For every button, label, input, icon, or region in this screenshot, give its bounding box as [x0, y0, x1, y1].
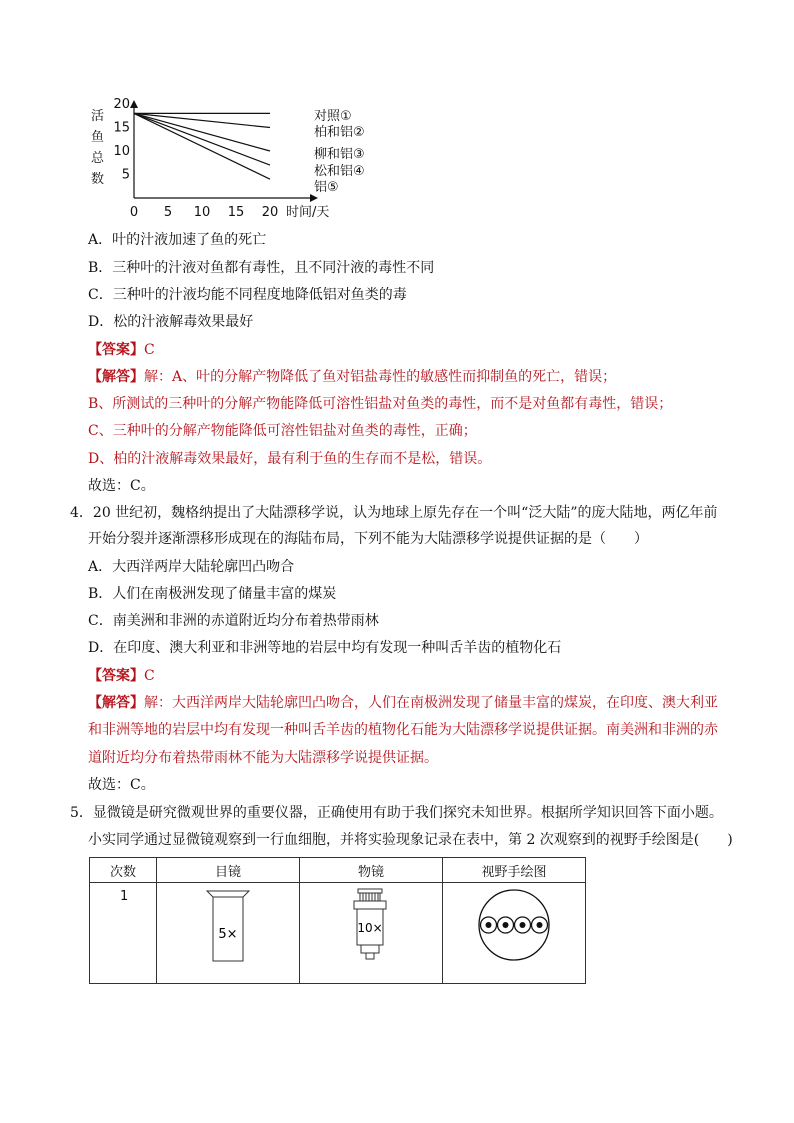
objective-lens-icon	[300, 883, 442, 977]
field-of-view-drawing	[443, 883, 585, 977]
y-axis-label	[91, 109, 105, 187]
q4-answer	[88, 666, 155, 686]
y-axis-arrow	[130, 100, 138, 108]
blood-cell-nucleus	[503, 922, 509, 928]
q4-option-c: C．南美洲和非洲的赤道附近均分布着热带雨林	[88, 613, 379, 629]
cell-count: 1	[90, 883, 157, 984]
y-axis-label-char: 鱼	[91, 130, 105, 145]
x-tick-label: 0	[129, 205, 139, 220]
q3-analysis-line-3: C、三种叶的分解产物能降低可溶性铝盐对鱼类的毒性，正确；	[88, 423, 477, 439]
y-tick-label: 10	[113, 144, 130, 159]
analysis-label: 【解答】	[88, 369, 144, 385]
observation-table	[89, 857, 586, 984]
series-line	[134, 113, 270, 127]
table-row	[90, 883, 586, 984]
series-line	[134, 113, 270, 179]
x-axis-label: 时间/天	[286, 205, 330, 220]
series-label: 铝⑤	[314, 180, 339, 195]
q3-option-c: C．三种叶的汁液均能不同程度地降低铝对鱼类的毒	[88, 287, 407, 303]
header-field-drawing: 视野手绘图	[443, 858, 586, 883]
series-label: 松和铝④	[314, 164, 365, 179]
eyepiece-magnification: 5×	[218, 927, 238, 942]
blood-cell-nucleus	[486, 922, 492, 928]
series-line	[134, 113, 270, 151]
answer-value: C	[144, 668, 155, 684]
x-axis-arrow	[310, 194, 318, 202]
header-objective: 物镜	[300, 858, 443, 883]
series-label: 柳和铝③	[314, 147, 365, 162]
cell-field-drawing	[443, 883, 586, 984]
eyepiece-icon	[157, 883, 299, 977]
fish-survival-chart	[88, 98, 368, 224]
q4-stem-line-1: 4．20 世纪初，魏格纳提出了大陆漂移学说，认为地球上原先存在一个叫“泛大陆”的庞大陆地，两亿年前	[70, 505, 718, 521]
q3-option-d: D．松的汁液解毒效果最好	[88, 314, 254, 330]
blood-cell-nucleus	[520, 922, 526, 928]
q3-analysis	[88, 367, 616, 387]
y-axis-label-char: 活	[91, 109, 105, 124]
objective-magnification: 10×	[357, 921, 383, 935]
analysis-label: 【解答】	[88, 695, 144, 711]
q3-analysis-line-4: D、柏的汁液解毒效果最好，最有利于鱼的生存而不是松，错误。	[88, 451, 492, 467]
q4-option-d: D．在印度、澳大利亚和非洲等地的岩层中均有发现一种叫舌羊齿的植物化石	[88, 640, 562, 656]
q3-conclusion: 故选：C。	[88, 478, 155, 494]
q5-stem-line-2: 小实同学通过显微镜观察到一行血细胞，并将实验现象记录在表中，第 2 次观察到的视野手绘图是( )	[88, 832, 733, 848]
header-count: 次数	[90, 858, 157, 883]
answer-label: 【答案】	[88, 342, 144, 358]
series-label: 对照①	[314, 109, 352, 124]
y-tick-label: 20	[113, 98, 130, 112]
q3-answer	[88, 340, 155, 360]
y-axis-label-char: 数	[91, 172, 105, 187]
series-label: 柏和铝②	[314, 125, 365, 140]
q4-option-b: B．人们在南极洲发现了储量丰富的煤炭	[88, 586, 337, 602]
q3-analysis-line-2: B、所测试的三种叶的分解产物能降低可溶性铝盐对鱼类的毒性，而不是对鱼都有毒性，错误；	[88, 396, 673, 412]
y-tick-label: 15	[113, 120, 130, 136]
header-eyepiece: 目镜	[157, 858, 300, 883]
x-tick-label: 20	[261, 205, 279, 220]
table-header-row	[90, 858, 586, 883]
y-axis-label-char: 总	[91, 151, 105, 166]
q3-option-a: A．叶的汁液加速了鱼的死亡	[88, 232, 267, 248]
q3-option-b: B．三种叶的汁液对鱼都有毒性，且不同汁液的毒性不同	[88, 260, 435, 276]
q4-analysis-line-3: 道附近均分布着热带雨林不能为大陆漂移学说提供证据。	[88, 750, 438, 766]
q4-conclusion: 故选：C。	[88, 777, 155, 793]
q4-option-a: A．大西洋两岸大陆轮廓凹凸吻合	[88, 559, 295, 575]
q4-analysis	[88, 693, 718, 713]
answer-label: 【答案】	[88, 668, 144, 684]
blood-cell-nucleus	[537, 922, 543, 928]
cell-eyepiece	[157, 883, 300, 984]
x-tick-label: 15	[227, 205, 245, 220]
answer-value: C	[144, 342, 155, 358]
q3-analysis-line-1: 解：A、叶的分解产物降低了鱼对铝盐毒性的敏感性而抑制鱼的死亡，错误；	[144, 369, 617, 385]
q4-analysis-line-1: 解：大西洋两岸大陆轮廓凹凸吻合，人们在南极洲发现了储量丰富的煤炭，在印度、澳大利亚	[144, 695, 718, 711]
y-tick-label: 5	[121, 167, 130, 183]
cell-objective	[300, 883, 443, 984]
series-line	[134, 113, 270, 165]
x-tick-label: 10	[193, 205, 211, 220]
q5-stem-line-1: 5．显微镜是研究微观世界的重要仪器，正确使用有助于我们探究未知世界。根据所学知识回答下面小题。	[70, 805, 723, 821]
q4-stem-line-2: 开始分裂并逐渐漂移形成现在的海陆布局，下列不能为大陆漂移学说提供证据的是（ ）	[88, 531, 648, 547]
q4-analysis-line-2: 和非洲等地的岩层中均有发现一种叫舌羊齿的植物化石能为大陆漂移学说提供证据。南美洲和非洲的赤	[88, 722, 718, 738]
x-tick-label: 5	[163, 205, 173, 220]
